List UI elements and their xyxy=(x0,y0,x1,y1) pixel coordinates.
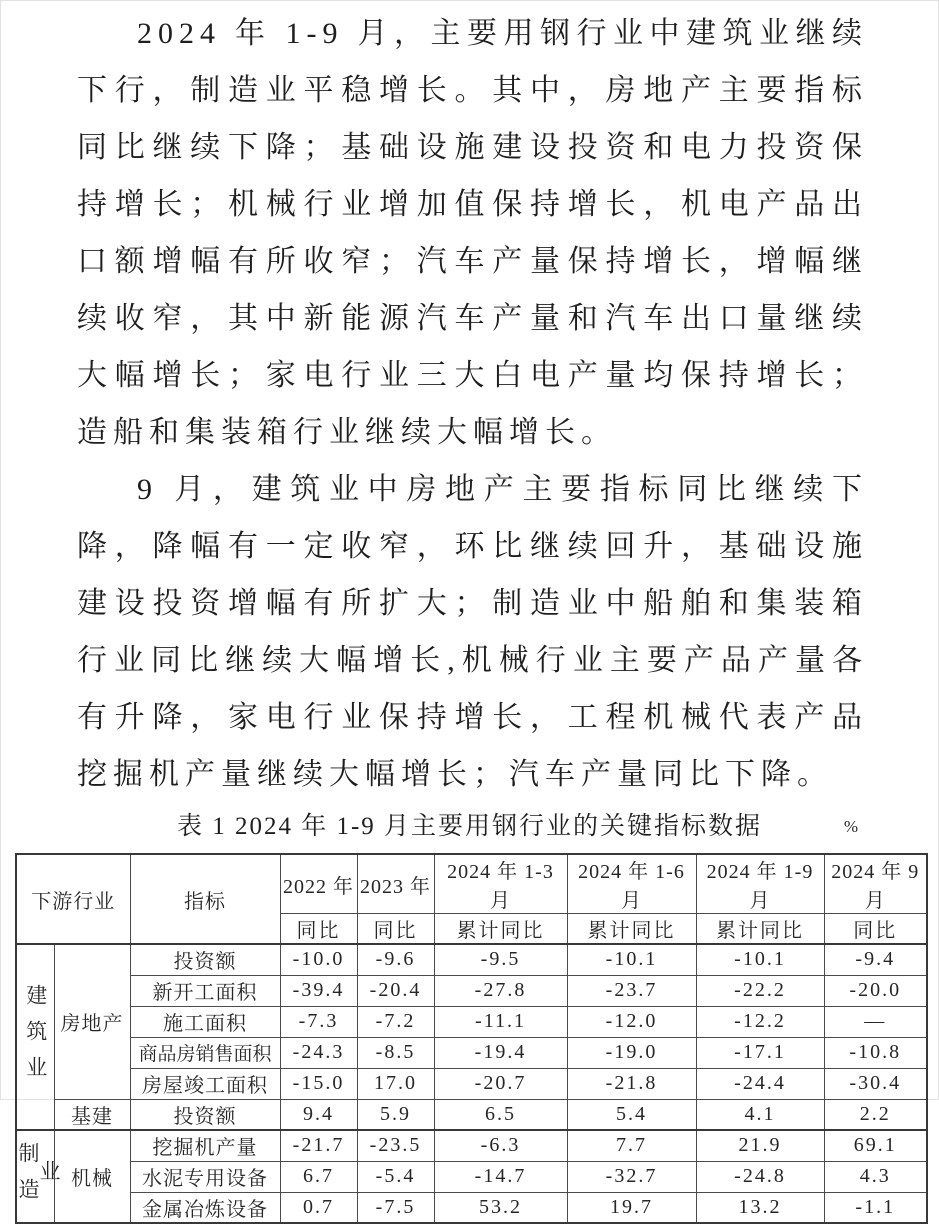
indicator-cell: 新开工面积 xyxy=(130,975,280,1006)
value-cell: 21.9 xyxy=(696,1130,824,1161)
indicator-cell: 施工面积 xyxy=(130,1006,280,1037)
sub-industry-infrastructure: 基建 xyxy=(54,1099,130,1130)
value-cell: — xyxy=(824,1006,927,1037)
value-cell: -21.8 xyxy=(567,1068,696,1099)
value-cell: 6.5 xyxy=(434,1099,567,1130)
value-cell: -23.7 xyxy=(567,975,696,1006)
header-period-2023: 2023 年 xyxy=(357,854,434,914)
value-cell: -23.5 xyxy=(357,1130,434,1161)
value-cell: 17.0 xyxy=(357,1068,434,1099)
value-cell: -12.2 xyxy=(696,1006,824,1037)
header-measure-2024m9: 累计同比 xyxy=(696,914,824,945)
indicator-cell: 投资额 xyxy=(130,1099,280,1130)
table-caption: 表 1 2024 年 1-9 月主要用钢行业的关键指标数据 xyxy=(176,813,763,840)
paragraph-1: 2024 年 1-9 月，主要用钢行业中建筑业继续下行，制造业平稳增长。其中，房地产主要指标同比继续下降；基础设施建设投资和电力投资保持增长；机械行业增加值保持增长，机电产品出口额增幅有所收窄；汽车产量保持增长，增幅继续收窄，其中新能源汽车产量和汽车出口量继续大幅增长；家电行业三大白电产量均保持增长；造船和集装箱行业继续大幅增长。 xyxy=(77,17,868,449)
value-cell: 7.7 xyxy=(567,1130,696,1161)
value-cell: -24.8 xyxy=(696,1161,824,1192)
value-cell: -24.4 xyxy=(696,1068,824,1099)
header-measure-2024h1: 累计同比 xyxy=(567,914,696,945)
value-cell: -17.1 xyxy=(696,1037,824,1068)
indicator-cell: 挖掘机产量 xyxy=(130,1130,280,1161)
table-row xyxy=(16,1099,927,1130)
value-cell: -30.4 xyxy=(824,1068,927,1099)
table-row xyxy=(16,1068,927,1099)
table-row xyxy=(16,1037,927,1068)
table-row xyxy=(16,944,927,975)
value-cell: 9.4 xyxy=(280,1099,357,1130)
value-cell: 5.4 xyxy=(567,1099,696,1130)
value-cell: -27.8 xyxy=(434,975,567,1006)
table-row xyxy=(16,1161,927,1192)
value-cell: -7.2 xyxy=(357,1006,434,1037)
value-cell: 19.7 xyxy=(567,1192,696,1223)
value-cell: -39.4 xyxy=(280,975,357,1006)
value-cell: 2.2 xyxy=(824,1099,927,1130)
value-cell: 69.1 xyxy=(824,1130,927,1161)
sub-industry-machinery: 机械 xyxy=(54,1130,130,1223)
value-cell: -22.2 xyxy=(696,975,824,1006)
value-cell: -24.3 xyxy=(280,1037,357,1068)
value-cell: 0.7 xyxy=(280,1192,357,1223)
header-measure-2022: 同比 xyxy=(280,914,357,945)
value-cell: -7.5 xyxy=(357,1192,434,1223)
value-cell: 5.9 xyxy=(357,1099,434,1130)
indicator-cell: 投资额 xyxy=(130,944,280,975)
value-cell: 4.1 xyxy=(696,1099,824,1130)
table-row xyxy=(16,1006,927,1037)
header-measure-sep: 同比 xyxy=(824,914,927,945)
value-cell: -19.0 xyxy=(567,1037,696,1068)
header-period-sep: 2024 年 9 月 xyxy=(824,854,927,914)
value-cell: -12.0 xyxy=(567,1006,696,1037)
header-period-2024m9: 2024 年 1-9 月 xyxy=(696,854,824,914)
table-row xyxy=(16,1130,927,1161)
value-cell: -10.1 xyxy=(567,944,696,975)
value-cell: 6.7 xyxy=(280,1161,357,1192)
value-cell: -6.3 xyxy=(434,1130,567,1161)
indicator-cell: 房屋竣工面积 xyxy=(130,1068,280,1099)
value-cell: -7.3 xyxy=(280,1006,357,1037)
value-cell: 53.2 xyxy=(434,1192,567,1223)
header-indicator: 指标 xyxy=(130,854,280,944)
table-caption-row xyxy=(1,809,938,845)
header-row-periods xyxy=(16,854,927,914)
value-cell: 4.3 xyxy=(824,1161,927,1192)
sub-industry-realestate: 房地产 xyxy=(54,944,130,1099)
value-cell: -19.4 xyxy=(434,1037,567,1068)
value-cell: -15.0 xyxy=(280,1068,357,1099)
value-cell: -10.1 xyxy=(696,944,824,975)
table-row xyxy=(16,1192,927,1223)
header-industry: 下游行业 xyxy=(16,854,130,944)
value-cell: -9.5 xyxy=(434,944,567,975)
value-cell: 13.2 xyxy=(696,1192,824,1223)
header-measure-2023: 同比 xyxy=(357,914,434,945)
key-indicators-table xyxy=(15,853,928,1224)
value-cell: -10.8 xyxy=(824,1037,927,1068)
value-cell: -20.7 xyxy=(434,1068,567,1099)
value-cell: -20.0 xyxy=(824,975,927,1006)
indicator-cell: 商品房销售面积 xyxy=(130,1037,280,1068)
table-unit-label: % xyxy=(843,817,858,836)
indicator-cell: 水泥专用设备 xyxy=(130,1161,280,1192)
value-cell: -9.6 xyxy=(357,944,434,975)
value-cell: -14.7 xyxy=(434,1161,567,1192)
value-cell: -21.7 xyxy=(280,1130,357,1161)
value-cell: -9.4 xyxy=(824,944,927,975)
value-cell: -1.1 xyxy=(824,1192,927,1223)
value-cell: -32.7 xyxy=(567,1161,696,1192)
industry-construction: 建筑业 xyxy=(16,944,54,1130)
header-measure-2024q1: 累计同比 xyxy=(434,914,567,945)
value-cell: -5.4 xyxy=(357,1161,434,1192)
value-cell: -8.5 xyxy=(357,1037,434,1068)
indicator-cell: 金属冶炼设备 xyxy=(130,1192,280,1223)
table-row xyxy=(16,975,927,1006)
value-cell: -11.1 xyxy=(434,1006,567,1037)
header-period-2024q1: 2024 年 1-3 月 xyxy=(434,854,567,914)
header-period-2024h1: 2024 年 1-6 月 xyxy=(567,854,696,914)
header-period-2022: 2022 年 xyxy=(280,854,357,914)
industry-manufacturing: 制造业 xyxy=(16,1130,54,1223)
value-cell: -10.0 xyxy=(280,944,357,975)
value-cell: -20.4 xyxy=(357,975,434,1006)
paragraph-2: 9 月，建筑业中房地产主要指标同比继续下降，降幅有一定收窄，环比继续回升，基础设施建设投资增幅有所扩大；制造业中船舶和集装箱行业同比继续大幅增长,机械行业主要产品产量各有升降，家电行业保持增长，工程机械代表产品挖掘机产量继续大幅增长；汽车产量同比下降。 xyxy=(77,473,868,791)
body-text xyxy=(1,1,938,803)
